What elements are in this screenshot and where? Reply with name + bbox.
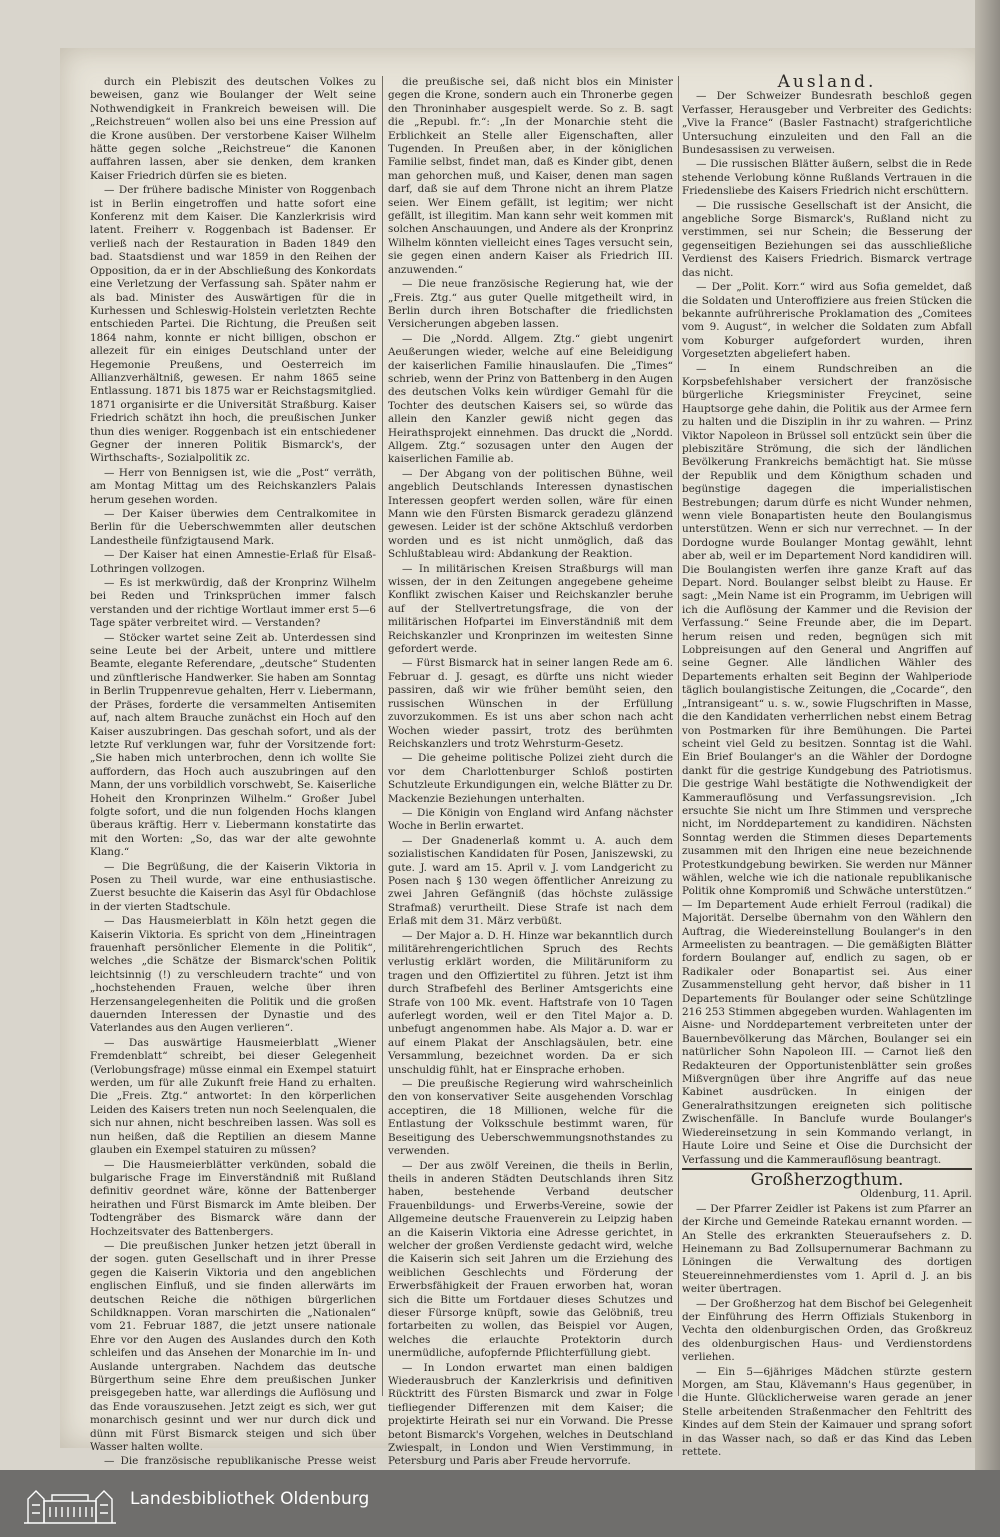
column-2 [388,76,673,1468]
paragraph: — Ein 5—6jähriges Mädchen stürzte gestern Morgen, am Stau, Klävemann's Haus gegenüber, in die Hunte. Glücklicherweise waren gerade an jener Stelle arbeitenden Straßenmacher den Fehltritt des Kindes auf dem Stein der Kaimauer und sprang sofort in das Wasser nach, so daß er das Kind das Leben rettete. [682,1365,972,1459]
paragraph: — In London erwartet man einen baldigen Wiederausbruch der Kanzlerkrisis und definitiven Rücktritt des Fürsten Bismarck und zwar in Folge tiefliegender Differenzen mit dem Kaiser; die projektirte Heirath sei nur ein Vorwand. Die Presse betont Bismarck's Vorgehen, welches in Deutschland Zwiespalt, in London und Wien Verstimmung, in Petersburg und Paris aber Freude hervorrufe. [388,1361,673,1468]
paragraph: — Es ist merkwürdig, daß der Kronprinz Wilhelm bei Reden und Trinksprüchen immer falsch verstanden und der richtige Wortlaut immer erst 5—6 Tage später verbreitet wird. — Verstanden? [90,577,376,630]
paragraph: — Der Major a. D. H. Hinze war bekanntlich durch militärehrengerichtlichen Spruch des Rechts verlustig erklärt worden, die Militäruniform zu tragen und den Offiziertitel zu führen. Jetzt ist ihm durch Strafbefehl des Berliner Amtsgerichts eine Strafe von 100 Mk. event. Haftstrafe von 10 Tagen auferlegt worden, weil er den Titel Major a. D. unbefugt angenommen habe. Als Major a. D. war er auf einem Plakat der Anschlagsäulen, betr. eine Versammlung, bezeichnet worden. Da er sich unschuldig fühlt, hat er Einsprache erhoben. [388,929,673,1076]
paragraph: die preußische sei, daß nicht blos ein Minister gegen die Krone, sondern auch ein Thronerbe gegen den Throninhaber ausgespielt werde. So z. B. sagt die „Republ. fr.“: „In der Monarchie steht die Erblichkeit an Stelle aller Eigenschaften, aller Tugenden. In Preußen aber, in der königlichen Familie selbst, findet man, daß es Kinder gibt, denen man gehorchen muß, und Kaiser, denen man sagen darf, daß sie auf dem Throne nicht an ihrem Platze seien. Wer Einem gefällt, ist legitim; wer nicht gefällt, ist illegitim. Man kann sehr weit kommen mit solchen Anschauungen, und Andere als der Kronprinz Wilhelm könnten vielleicht eines Tages versucht sein, sie gegen einen andern Kaiser als Friedrich III. anzuwenden.“ [388,76,673,276]
paragraph: — Der Pfarrer Zeidler ist Pakens ist zum Pfarrer an der Kirche und Gemeinde Ratekau ernannt worden. — An Stelle des erkrankten Steueraufsehers z. D. Heinemann zu Bad Zollsupernumerar Bachmann zu Löningen die Verwaltung des dortigen Steuereinnehmerdienstes vom 1. April d. J. an bis weiter übertragen. [682,1202,972,1296]
paragraph: — Die preußischen Junker hetzen jetzt überall in der sogen. guten Gesellschaft und in ihrer Presse gegen die Kaiserin Viktoria und den angeblichen englischen Einfluß, und sie finden allerwärts im deutschen Reiche die nöthigen bürgerlichen Schildknappen. Voran marschirten die „Nationalen“ vom 21. Februar 1887, die jetzt unsere nationale Ehre vor den Augen des Auslandes durch den Koth schleifen und das Ansehen der Monarchie im In- und Auslande untergraben. Nachdem das deutsche Bürgerthum seine Ehre dem preußischen Junker preisgegeben hatte, war allerdings die Auflösung und das Ende vorauszusehen. Jetzt zeigt es sich, wer gut monarchisch gesinnt und wer nur durch dick und dünn mit Fürst Bismarck steigen und sich über Wasser halten wollte. [90,1239,376,1454]
paragraph: — In einem Rundschreiben an die Korpsbefehlshaber versichert der französische bürgerliche Kriegsminister Freycinet, seine Hauptsorge gehe dahin, die Politik aus der Armee fern zu halten und die Disziplin in ihr zu wahren. — Prinz Viktor Napoleon in Brüssel soll entzückt sein über die plebiszitäre Strömung, die sich der ländlichen Bevölkerung Frankreichs bemächtigt hat. Sie müsse der Republik und dem Königthum schaden und begünstige dagegen die imperialistischen Bestrebungen; darum dürfe es nicht Wunder nehmen, wenn viele Bonapartisten heute den Boulangismus unterstützen. Wenn er sich nur verrechnet. — In der Dordogne wurde Boulanger Montag gewählt, lehnt aber ab, weil er im Departement Nord kandidiren will. Die Boulangisten werfen ihre ganze Kraft auf das Depart. Nord. Boulanger selbst bleibt zu Hause. Er sagt: „Mein Name ist ein Programm, im Uebrigen will ich die Auflösung der Kammer und die Revision der Verfassung.“ Seine Freunde aber, die im Depart. herum reisen und reden, begnügen sich mit Lobpreisungen auf den General und Angriffen auf seine Gegner. Alle ländlichen Wähler des Departements erhalten seit Beginn der Wahlperiode täglich boulangistische Zeitungen, die „Cocarde“, den „Intransigeant“ u. s. w., sowie Flugschriften in Masse, die den Kandidaten verherrlichen nebst einem Betrag von Postmarken für ihre Bemühungen. Die Partei scheint viel Geld zu besitzen. Sonntag ist die Wahl. Ein Brief Boulanger's an die Wähler der Dordogne dankt für die gestrige Kundgebung des Patriotismus. Die gestrige Wahl bestätigte die Nothwendigkeit der Kammerauflösung und Verfassungsrevision. „Ich ersuchte Sie nicht um Ihre Stimmen und verspreche nicht, im Norddepartement zu kandidiren. Nächsten Sonntag werden die Stimmen dieses Departements zusammen mit den Ihrigen eine neue bezeichnende Protestkundgebung bewirken. Sie werden nur Männer wählen, welche wie ich die nationale republikanische Politik ohne Kompromiß und Schwäche unterstützen.“ — Im Departement Aude erhielt Ferroul (radikal) die Majorität. Derselbe übernahm von den Wählern den Auftrag, die Wiedereinstellung Boulanger's in den Armeelisten zu beantragen. — Die gemäßigten Blätter fordern Boulanger auf, endlich zu sagen, ob er Radikaler oder Bonapartist sei. Aus einer Zusammenstellung geht hervor, daß bisher in 11 Departements für Boulanger oder seine Schützlinge 216 253 Stimmen abgegeben wurden. Wahlagenten im Aisne- und Norddepartement verbreiteten unter der Bauernbevölkerung das Märchen, Boulanger sei ein natürlicher Sohn Napoleon III. — Carnot ließ den Redakteuren der Opportunistenblätter sein großes Mißvergnügen über ihre Angriffe auf das neue Kabinet ausdrücken. In einigen der Generalrathsitzungen ereigneten sich politische Zwischenfälle. In Banclufe wurde Boulanger's Wiedereinsetzung in sein Kommando verlangt, in Haute Loire und Seine et Oise die Durchsicht der Verfassung und die Kammerauflösung beantragt. [682,362,972,1166]
paragraph: — Die geheime politische Polizei zieht durch die vor dem Charlottenburger Schloß postirten Schutzleute Erkundigungen ein, welche Blätter zu Dr. Mackenzie Beziehungen unterhalten. [388,752,673,805]
paragraph: — Der Schweizer Bundesrath beschloß gegen Verfasser, Herausgeber und Verbreiter des Gedichts: „Vive la France“ (Basler Fastnacht) strafgerichtliche Untersuchung einzuleiten und den Fall an die Bundesassisen zu verweisen. [682,90,972,157]
paragraph: — Die Hausmeierblätter verkünden, sobald die bulgarische Frage im Einverständniß mit Rußland definitiv geordnet wäre, könne der Battenberger heirathen und Fürst Bismarck im Amte bleiben. Der Todtengräber des Bismarck wäre dann der Hochzeitsvater des Battenbergers. [90,1158,376,1238]
paragraph: — Der Gnadenerlaß kommt u. A. auch dem sozialistischen Kandidaten für Posen, Janiszewski, zu gute. J. ward am 15. April v. J. vom Landgericht zu Posen nach § 130 wegen öffentlicher Anreizung zu zwei Jahren Gefängniß (das höchste zulässige Strafmaß) verurtheilt. Diese Strafe ist nach dem Erlaß mit dem 31. März verbüßt. [388,834,673,928]
dateline: Oldenburg, 11. April. [860,1188,972,1201]
library-footer [0,1470,1000,1537]
paragraph: — Herr von Bennigsen ist, wie die „Post“ verräth, am Montag Mittag um des Reichskanzlers Palais herum gesehen worden. [90,466,376,506]
paragraph: — Das auswärtige Hausmeierblatt „Wiener Fremdenblatt“ schreibt, bei dieser Gelegenheit (Verlobungsfrage) müsse einmal ein Exempel statuirt werden, um für alle Zukunft freie Hand zu erhalten. Die „Freis. Ztg.“ antwortet: In den körperlichen Leiden des Kaisers treten nun noch Seelenqualen, die sich nur ahnen, nicht beschreiben lassen. Was soll es nun heißen, daß die Reptilien an diesem Manne glauben ein Exempel statuiren zu müssen? [90,1036,376,1157]
paragraph: — Die preußische Regierung wird wahrscheinlich den von konservativer Seite ausgehenden Vorschlag acceptiren, die 18 Millionen, welche für die Entlastung der Volksschule bestimmt waren, für Beseitigung des Ueberschwemmungsnothstandes zu verwenden. [388,1078,673,1158]
paragraph: — Der Kaiser überwies dem Centralkomitee in Berlin für die Ueberschwemmten aller deutschen Landestheile fünfzigtausend Mark. [90,508,376,547]
paragraph: — Die „Nordd. Allgem. Ztg.“ giebt ungenirt Aeußerungen wieder, welche auf eine Beleidigung der kaiserlichen Familie hinauslaufen. Die „Times“ schrieb, wenn der Prinz von Battenberg in den Augen des deutschen Volks kein würdiger Gemahl für die Tochter des deutschen Kaisers sei, so würde das allein den Kanzler gewiß nicht gegen das Heirathsprojekt einnehmen. Das druckt die „Nordd. Allgem. Ztg.“ sozusagen unter den Augen der kaiserlichen Familie ab. [388,332,673,466]
column-divider [382,76,383,1396]
paragraph: durch ein Plebiszit des deutschen Volkes zu beweisen, ganz wie Boulanger der Welt seine Nothwendigkeit in Frankreich beweisen will. Die „Reichstreuen“ wollen also bei uns eine Pression auf die Krone ausüben. Der verstorbene Kaiser Wilhelm hätte gegen solche „Reichstreue“ die Kanonen auffahren lassen, aber sie denken, dem kranken Kaiser Friedrich dürfen sie es bieten. [90,76,376,182]
section-heading-grossherzogthum: Großherzogthum. [682,1168,972,1187]
paragraph: — In militärischen Kreisen Straßburgs will man wissen, der in den Zeitungen angegebene geheime Konflikt zwischen Kaiser und Reichskanzler beruhe auf der Stellvertretungsfrage, die von der militärischen Hofpartei im Einverständniß mit dem Reichskanzler und Kronprinzen im weitesten Sinne gefordert werde. [388,562,673,656]
library-name: Landesbibliothek Oldenburg [130,1489,370,1509]
column-1 [90,76,376,1468]
paragraph: — Der aus zwölf Vereinen, die theils in Berlin, theils in anderen Städten Deutschlands ihren Sitz haben, bestehende Verband deutscher Frauenbildungs- und Erwerbs-Vereine, sowie der Allgemeine deutsche Frauenverein zu Leipzig haben an die Kaiserin Viktoria eine Adresse gerichtet, in welcher der großen Verdienste gedacht wird, welche die Kaiserin sich seit Jahren um die Erziehung des weiblichen Geschlechts und Förderung der Erwerbsfähigkeit der Frauen erworben hat, woran sich die Bitte um Fortdauer dieses Schutzes und dieser Fürsorge knüpft, sowie das Gelöbniß, treu fortarbeiten zu wollen, das Beispiel vor Augen, welches die erlauchte Protektorin durch unermüdliche, aufopfernde Pflichterfüllung giebt. [388,1159,673,1360]
paragraph: — Der frühere badische Minister von Roggenbach ist in Berlin eingetroffen und hatte sofort eine Konferenz mit dem Kaiser. Die Kanzlerkrisis wird latent. Freiherr v. Roggenbach ist Badenser. Er verließ nach der Restauration in Baden 1849 den bad. Staatsdienst und war 1859 in den Reihen der Opposition, da er in der Abschließung des Konkordats eine Verletzung der Verfassung sah. Später nahm er als bad. Minister des Auswärtigen für die in Kurhessen und Schleswig-Holstein verletzten Rechte entschieden Partei. Die Richtung, die Preußen seit 1864 nahm, konnte er nicht billigen, obschon er allezeit für ein einiges Deutschland unter der Hegemonie Preußens, und Oesterreich im Allianzverhältniß, gewesen. Er nahm 1865 seine Entlassung. 1871 bis 1875 war er Reichstagsmitglied. 1871 organisirte er die Universität Straßburg. Kaiser Friedrich schätzt ihn hoch, die preußischen Junker thun dies weniger. Roggenbach ist ein entschiedener Gegner der inneren Politik Bismarck's, der Wirthschafts-, Sozialpolitik zc. [90,184,376,465]
paragraph: — Stöcker wartet seine Zeit ab. Unterdessen sind seine Leute bei der Arbeit, untere und mittlere Beamte, elegante Referendare, „deutsche“ Studenten und zünftlerische Handwerker. Sie haben am Sonntag in Berlin Truppenrevue gehalten, Herr v. Liebermann, der Präses, forderte die versammelten Antisemiten auf, nach altem Brauche zunächst ein Hoch auf den Kaiser auszubringen. Das geschah sofort, und als der letzte Ruf verklungen war, fuhr der Vorsitzende fort: „Sie haben mich unterbrochen, denn ich wollte Sie auffordern, das Hoch auch auszubringen auf den Mann, der uns vorbildlich vorschwebt, Se. Kaiserliche Hoheit den Kronprinzen Wilhelm.“ Großer Jubel folgte sofort, und die nun folgenden Hochs klangen überaus kräftig. Herr v. Liebermann konstatirte das mit den Worten: „So, das war der alte gewohnte Klang.“ [90,631,376,859]
paragraph: — Die russische Gesellschaft ist der Ansicht, die angebliche Sorge Bismarck's, Rußland nicht zu verstimmen, sei nur Schein; die Besserung der gegenseitigen Beziehungen sei das ausschließliche Verdienst des Kaisers Friedrich. Bismarck vertrage das nicht. [682,199,972,279]
column-divider [678,76,679,1396]
paragraph: — Die Begrüßung, die der Kaiserin Viktoria in Posen zu Theil wurde, war eine enthusiastische. Zuerst besuchte die Kaiserin das Asyl für Obdachlose in der vierten Stadtschule. [90,860,376,913]
section-heading-ausland: Ausland. [777,72,877,92]
paragraph: — Der Abgang von der politischen Bühne, weil angeblich Deutschlands Interessen dynastischen Interessen geopfert werden sollen, wäre für einen Mann wie den Fürsten Bismarck geradezu glänzend gewesen. Leider ist der schöne Aktschluß verdorben worden und es ist nicht unmöglich, daß das Schlußtableau wird: Abdankung der Reaktion. [388,467,673,561]
paragraph: — Die Königin von England wird Anfang nächster Woche in Berlin erwartet. [388,806,673,833]
library-building-icon [22,1485,118,1525]
paragraph: — Die französische republikanische Presse weist [104,1455,376,1468]
page-edge [975,0,1000,1470]
paragraph: — Fürst Bismarck hat in seiner langen Rede am 6. Februar d. J. gesagt, es dürfte uns nicht wieder passiren, daß wir wie früher bemüht seien, den russischen Wünschen in der Erfüllung zuvorzukommen. Es ist uns aber schon nach acht Wochen wieder passirt, trotz des berühmten Reichskanzlers und trotz Wehrsturm-Gesetz. [388,657,673,750]
paragraph: — Der Kaiser hat einen Amnestie-Erlaß für Elsaß-Lothringen vollzogen. [90,549,376,575]
paragraph: — Der „Polit. Korr.“ wird aus Sofia gemeldet, daß die Soldaten und Unteroffiziere aus freien Stücken die bekannte aufrührerische Proklamation des „Comitees vom 9. August“, in welcher die Soldaten zum Abfall vom Koburger aufgefordert wurden, ihren Vorgesetzten abgeliefert haben. [682,281,972,361]
paragraph: — Die russischen Blätter äußern, selbst die in Rede stehende Verlobung könne Rußlands Vertrauen in die Friedensliebe des Kaisers Friedrich nicht erschüttern. [682,158,972,198]
paragraph: — Die neue französische Regierung hat, wie der „Freis. Ztg.“ aus guter Quelle mitgetheilt wird, in Berlin durch ihren Botschafter die friedlichsten Versicherungen abgeben lassen. [388,278,673,331]
paragraph: — Das Hausmeierblatt in Köln hetzt gegen die Kaiserin Viktoria. Es spricht von dem „Hineintragen frauenhaft persönlicher Elemente in die Politik“, welches „die Schätze der Bismarck'schen Politik leichtsinnig (!) zu verschleudern trachte“ und von „hochstehenden Frauen, welche über ihren Herzensangelegenheiten die Politik und die großen dauernden Interessen der Dynastie und des Vaterlandes aus den Augen verlieren“. [90,915,376,1035]
paragraph: — Der Großherzog hat dem Bischof bei Gelegenheit der Einführung des Herrn Offizials Stukenborg in Vechta den oldenburgischen Orden, das Großkreuz des oldenburgischen Haus- und Verdienstordens verliehen. [682,1297,972,1364]
column-3 [682,72,972,1459]
